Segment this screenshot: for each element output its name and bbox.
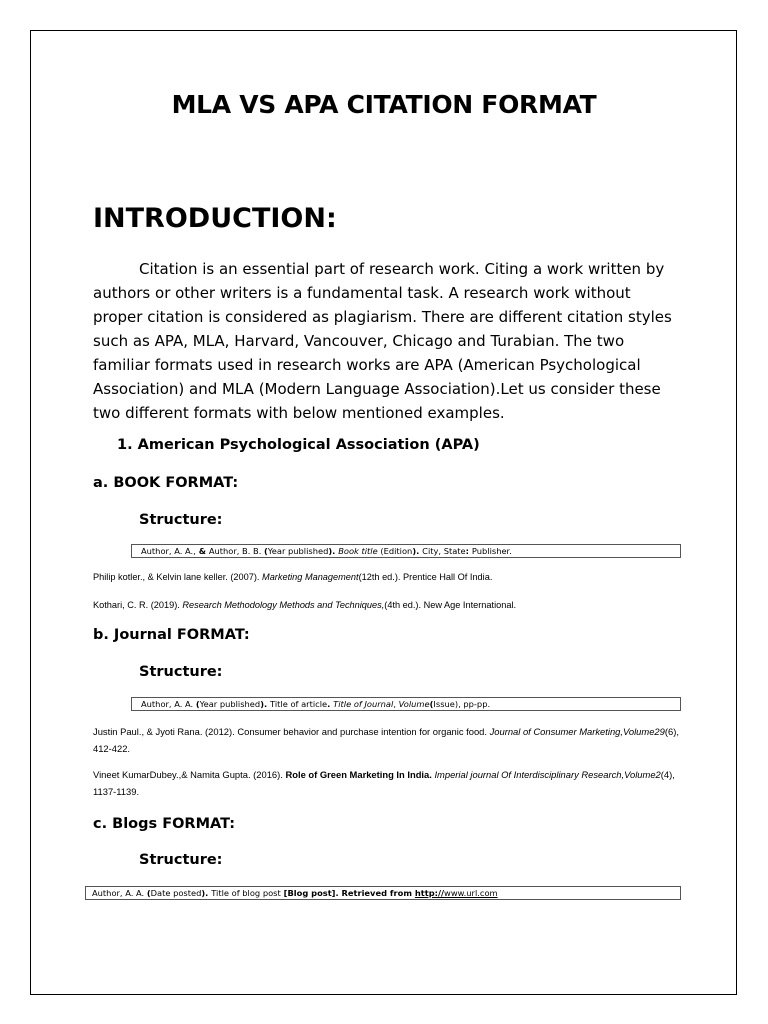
struct-text: Author, B. B.: [208, 546, 264, 556]
struct-text: Year published: [199, 699, 261, 709]
ref-text: Philip kotler., & Kelvin lane keller. (2007).: [93, 572, 263, 582]
url-link[interactable]: www.url.com: [444, 888, 498, 898]
struct-text: Year published: [267, 546, 329, 556]
struct-text: Author, A. A.: [92, 888, 147, 898]
struct-text: &: [195, 546, 209, 556]
ref-text: (12th ed.). Prentice Hall Of India.: [358, 572, 493, 582]
intro-paragraph: [93, 257, 683, 425]
document-title: MLA VS APA CITATION FORMAT: [171, 90, 597, 119]
struct-text: Title of Journal: [333, 699, 394, 709]
url-link[interactable]: http://: [414, 888, 445, 898]
structure-box-blogs: [85, 886, 681, 900]
numbered-item-apa: 1. American Psychological Association (APA): [117, 437, 480, 453]
ref-text: Kothari, C. R. (2019).: [93, 600, 183, 610]
ref-title: Research Methodology Methods and Techniques,: [182, 600, 385, 610]
ref-text: (4th ed.). New Age International.: [384, 600, 517, 610]
struct-text: ).: [412, 546, 423, 556]
reference-journal-1: [93, 723, 683, 757]
section-heading-journal: b. Journal FORMAT:: [93, 627, 250, 643]
struct-text: Author, A. A.: [141, 699, 196, 709]
ref-text: Justin Paul., & Jyoti Rana. (2012). Consumer behavior and purchase intention for organic food.: [93, 726, 490, 737]
ref-text: Vineet KumarDubey.,& Namita Gupta. (2016).: [93, 769, 286, 780]
struct-text: (: [195, 699, 200, 709]
ref-text: (6), 412-422.: [93, 726, 679, 754]
ref-text: (4), 1137-1139.: [93, 769, 675, 797]
ref-title: Marketing Management: [262, 572, 359, 582]
section-heading-book: a. BOOK FORMAT:: [93, 475, 239, 491]
page-frame: [30, 30, 737, 995]
struct-text: Edition: [383, 546, 413, 556]
structure-label-journal: Structure:: [139, 664, 223, 680]
section-heading-blogs: c. Blogs FORMAT:: [93, 816, 236, 832]
struct-text: Author, A. A.,: [141, 546, 196, 556]
struct-text: (: [264, 546, 268, 556]
struct-text: :: [465, 546, 472, 556]
reference-book-1: [93, 569, 683, 586]
struct-text: City, State: [422, 546, 466, 556]
ref-title: Role of Green Marketing In India.: [285, 769, 432, 780]
struct-text: ).: [328, 546, 339, 556]
intro-heading: INTRODUCTION:: [93, 203, 337, 234]
struct-text: (: [377, 546, 384, 556]
structure-box-journal: [131, 697, 681, 711]
struct-text: ).: [260, 699, 271, 709]
struct-text: ,: [393, 699, 399, 709]
ref-title: Journal of Consumer Marketing,Volume29: [489, 726, 665, 737]
structure-label-blogs: Structure:: [139, 852, 223, 868]
intro-text: Citation is an essential part of research work. Citing a work written by authors or other writers is a fundamental task. A research work without proper citation is considered as plagiarism. There are different citation styles such as APA, MLA, Harvard, Vancouver, Chicago and Turabian. The two familiar formats used in research works are APA (American Psychological Association) and MLA (Modern Language Association).Let us consider these two different formats with below mentioned examples.: [93, 260, 672, 422]
struct-text: (: [146, 888, 151, 898]
reference-book-2: [93, 597, 683, 614]
struct-text: .: [327, 699, 334, 709]
struct-text: [Blog post]. Retrieved from: [280, 888, 415, 898]
reference-journal-2: [93, 766, 683, 800]
struct-text: Volume: [398, 699, 430, 709]
ref-journal: Imperial journal Of Interdisciplinary Research,Volume2: [431, 769, 661, 780]
struct-text: Issue: [433, 699, 455, 709]
structure-box-book: [131, 544, 681, 558]
structure-label-book: Structure:: [139, 512, 223, 528]
struct-text: Title of blog post: [211, 888, 281, 898]
struct-text: ).: [201, 888, 212, 898]
struct-text: Date posted: [150, 888, 202, 898]
struct-text: Book title: [338, 546, 378, 556]
struct-text: Title of article: [270, 699, 328, 709]
struct-text: (: [429, 699, 434, 709]
struct-text: Publisher.: [471, 546, 512, 556]
struct-text: ), pp-pp.: [454, 699, 491, 709]
